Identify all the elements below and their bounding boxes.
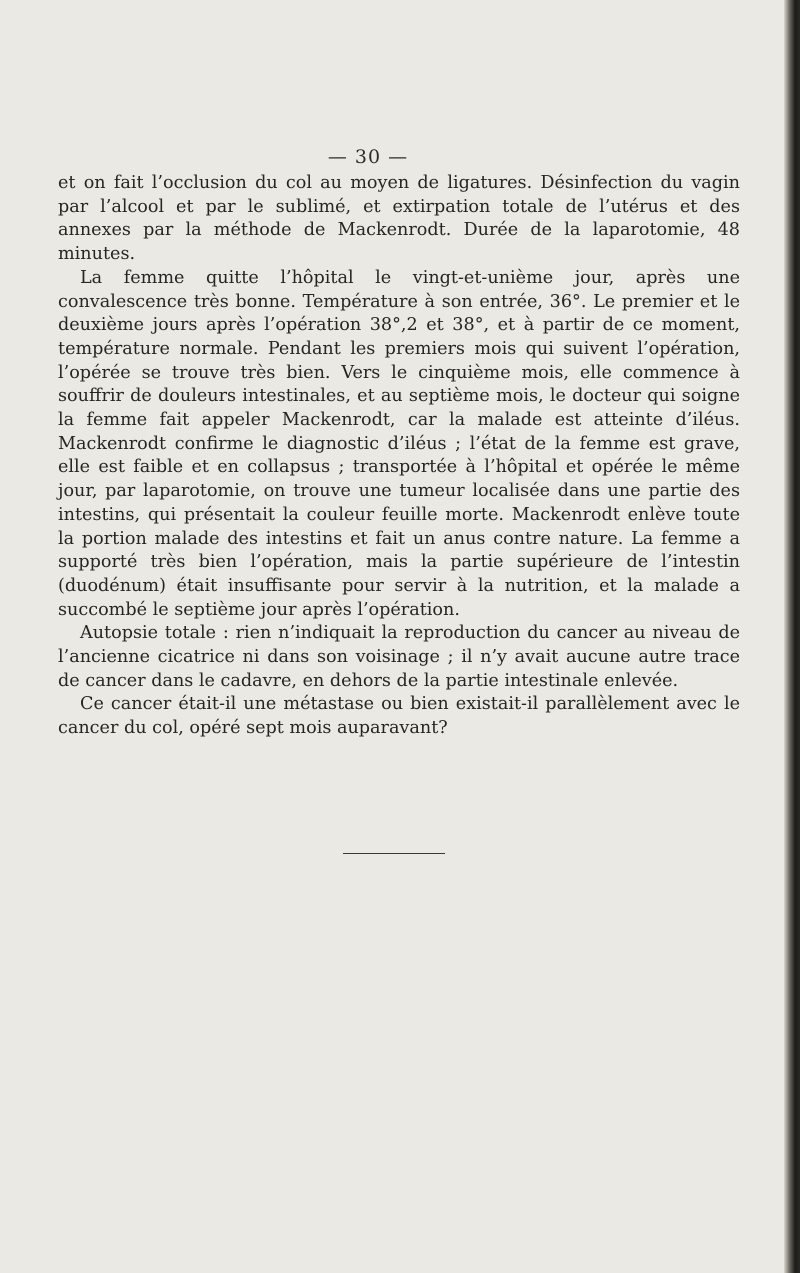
paragraph-2: La femme quitte l’hôpital le vingt-et-unième jour, après une convalescence très bonne. Température à son entrée, 36°. Le premier et le deuxième jours après l’opération 38°,2 et 38°, et à partir de ce moment, température normale. Pendant les premiers mois qui suivent l’opération, l’opérée se trouve très bien. Vers le cinquième mois, elle commence à souffrir de douleurs intestinales, et au septième mois, le docteur qui soigne la femme fait appeler Mackenrodt, car la malade est atteinte d’iléus. Mackenrodt confirme le diagnostic d’iléus ; l’état de la femme est grave, elle est faible et en collapsus ; transportée à l’hôpital et opérée le même jour, par laparotomie, on trouve une tumeur localisée dans une partie des intestins, qui présentait la couleur feuille morte. Mackenrodt enlève toute la portion malade des intestins et fait un anus contre nature. La femme a supporté très bien l’opération, mais la partie supérieure de l’intestin (duodénum) était insuffisante pour servir à la nutrition, et la malade a succombé le septième jour après l’opération. xyxy=(58,267,740,620)
body-text xyxy=(58,172,740,741)
page-edge-shadow xyxy=(784,0,800,1273)
paragraph-3: Autopsie totale : rien n’indiquait la reproduction du cancer au niveau de l’ancienne cicatrice ni dans son voisinage ; il n’y avait aucune autre trace de cancer dans le cadavre, en dehors de la partie intestinale enlevée. xyxy=(58,623,740,691)
paragraph-1: et on fait l’occlusion du col au moyen de ligatures. Désinfection du vagin par l’alcool et par le sublimé, et extirpation totale de l’utérus et des annexes par la méthode de Mackenrodt. Durée de la laparotomie, 48 minutes. xyxy=(58,173,740,265)
page-number: — 30 — xyxy=(327,146,409,168)
paragraph-4: Ce cancer était-il une métastase ou bien existait-il parallèlement avec le cancer du col, opéré sept mois auparavant? xyxy=(58,694,740,739)
section-divider xyxy=(343,853,445,854)
